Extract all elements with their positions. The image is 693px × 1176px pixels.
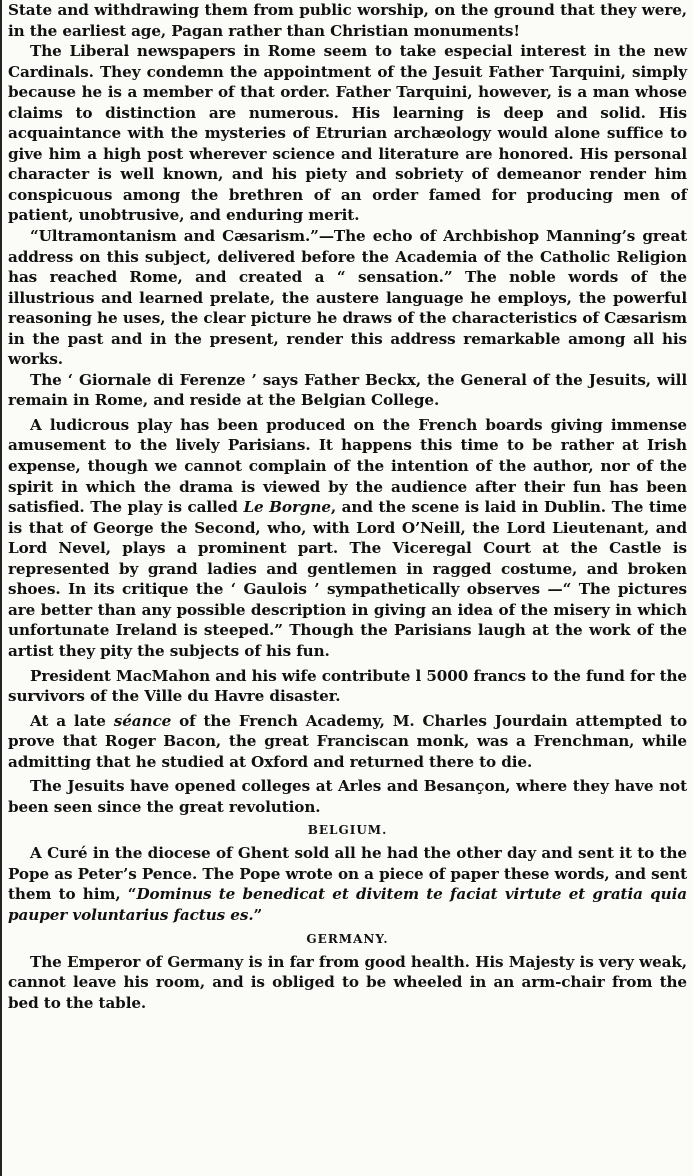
paragraph-text: , and the scene is laid in Dublin. The time is that of George the Second, who, with Lord O’Neill, the Lord Lieutenant, and Lord Nevel, plays a prominent part. The Viceregal Court at the Castle is represented by grand ladies and gentlemen in ragged costume, and broken shoes. In its critique the ‘ Gaulois ’ sympathetically observes —“ The pictures are better than any possible description in giving an idea of the misery in which unfortunate Ireland is steeped.” Though the Parisians laugh at the work of the artist they pity the subjects of his fun. <box>8 498 687 660</box>
paragraph-jesuit-colleges <box>8 776 687 817</box>
paragraph-french-academy <box>8 711 687 773</box>
paragraph-cure-ghent <box>8 843 687 925</box>
paragraph-text: The Liberal newspapers in Rome seem to take especial interest in the new Cardinals. They condemn the appointment of the Jesuit Father Tarquini, simply because he is a member of that order. Father Tarquini, however, is a man whose claims to distinction are numerous. His learning is deep and solid. His acquaintance with the mysteries of Etrurian archæology would alone suffice to give him a high post wherever science and literature are honored. His personal character is well known, and his piety and sobriety of demeanor render him conspicuous among the brethren of an order famed for producing men of patient, unobtrusive, and enduring merit. <box>8 42 687 225</box>
paragraph-text: The Emperor of Germany is in far from good health. His Majesty is very weak, cannot leave his room, and is obliged to be wheeled in an arm-chair from the bed to the table. <box>8 952 687 1012</box>
paragraph-text: State and withdrawing them from public worship, on the ground that they were, in the earliest age, Pagan rather than Christian monuments! <box>8 1 687 40</box>
paragraph-new-cardinals <box>8 41 687 226</box>
paragraph-text: A ludicrous play has been produced on the French boards giving immense amusement to the lively Parisians. It happens this time to be rather at Irish expense, though we cannot complain of the intention of the author, nor of the spirit in which the drama is viewed by the audience after their fun has been satisfied. The play is called <box>8 415 687 517</box>
paragraph-text: The Jesuits have opened colleges at Arles and Besançon, where they have not been seen since the great revolution. <box>8 777 687 816</box>
section-heading-belgium: BELGIUM. <box>307 823 388 838</box>
paragraph-text: of the French Academy, M. Charles Jourdain attempted to prove that Roger Bacon, the great Franciscan monk, was a Frenchman, while admitting that he studied at Oxford and returned there to die. <box>8 711 687 771</box>
paragraph-text: ” <box>253 905 263 924</box>
paragraph-text: President MacMahon and his wife contribute l 5000 francs to the fund for the survivors of the Ville du Havre disaster. <box>8 666 687 706</box>
paragraph-text: A Curé in the diocese of Ghent sold all he had the other day and sent it to the Pope as Peter’s Pence. The Pope wrote on a piece of paper these words, and sent them to him, “ <box>8 844 687 904</box>
latin-quote: Dominus te benedicat et divitem te faciat virtute et gratia quia pauper voluntarius factus es. <box>8 885 687 924</box>
paragraph-macmahon <box>8 666 687 707</box>
paragraph-ultramontanism <box>8 226 687 370</box>
paragraph-emperor <box>8 952 687 1014</box>
play-title: Le Borgne <box>243 498 331 517</box>
paragraph-public-worship <box>8 0 687 41</box>
italic-word: séance <box>113 711 172 730</box>
paragraph-text: The ‘ Giornale di Ferenze ’ says Father Beckx, the General of the Jesuits, will remain in Rome, and reside at the Belgian College. <box>8 370 687 410</box>
paragraph-father-beckx <box>8 370 687 411</box>
paragraph-text: At a late <box>30 711 106 730</box>
paragraph-french-play <box>8 415 687 662</box>
paragraph-text: “Ultramontanism and Cæsarism.”—The echo of Archbishop Manning’s great address on this subject, delivered before the Academia of the Catholic Religion has reached Rome, and created a “ sensation.” The noble words of the illustrious and learned prelate, the austere language he employs, the powerful reasoning he uses, the clear picture he draws of the characteristics of Cæsarism in the past and in the present, render this address remarkable among all his works. <box>8 227 687 369</box>
section-heading-germany: GERMANY. <box>306 931 389 946</box>
